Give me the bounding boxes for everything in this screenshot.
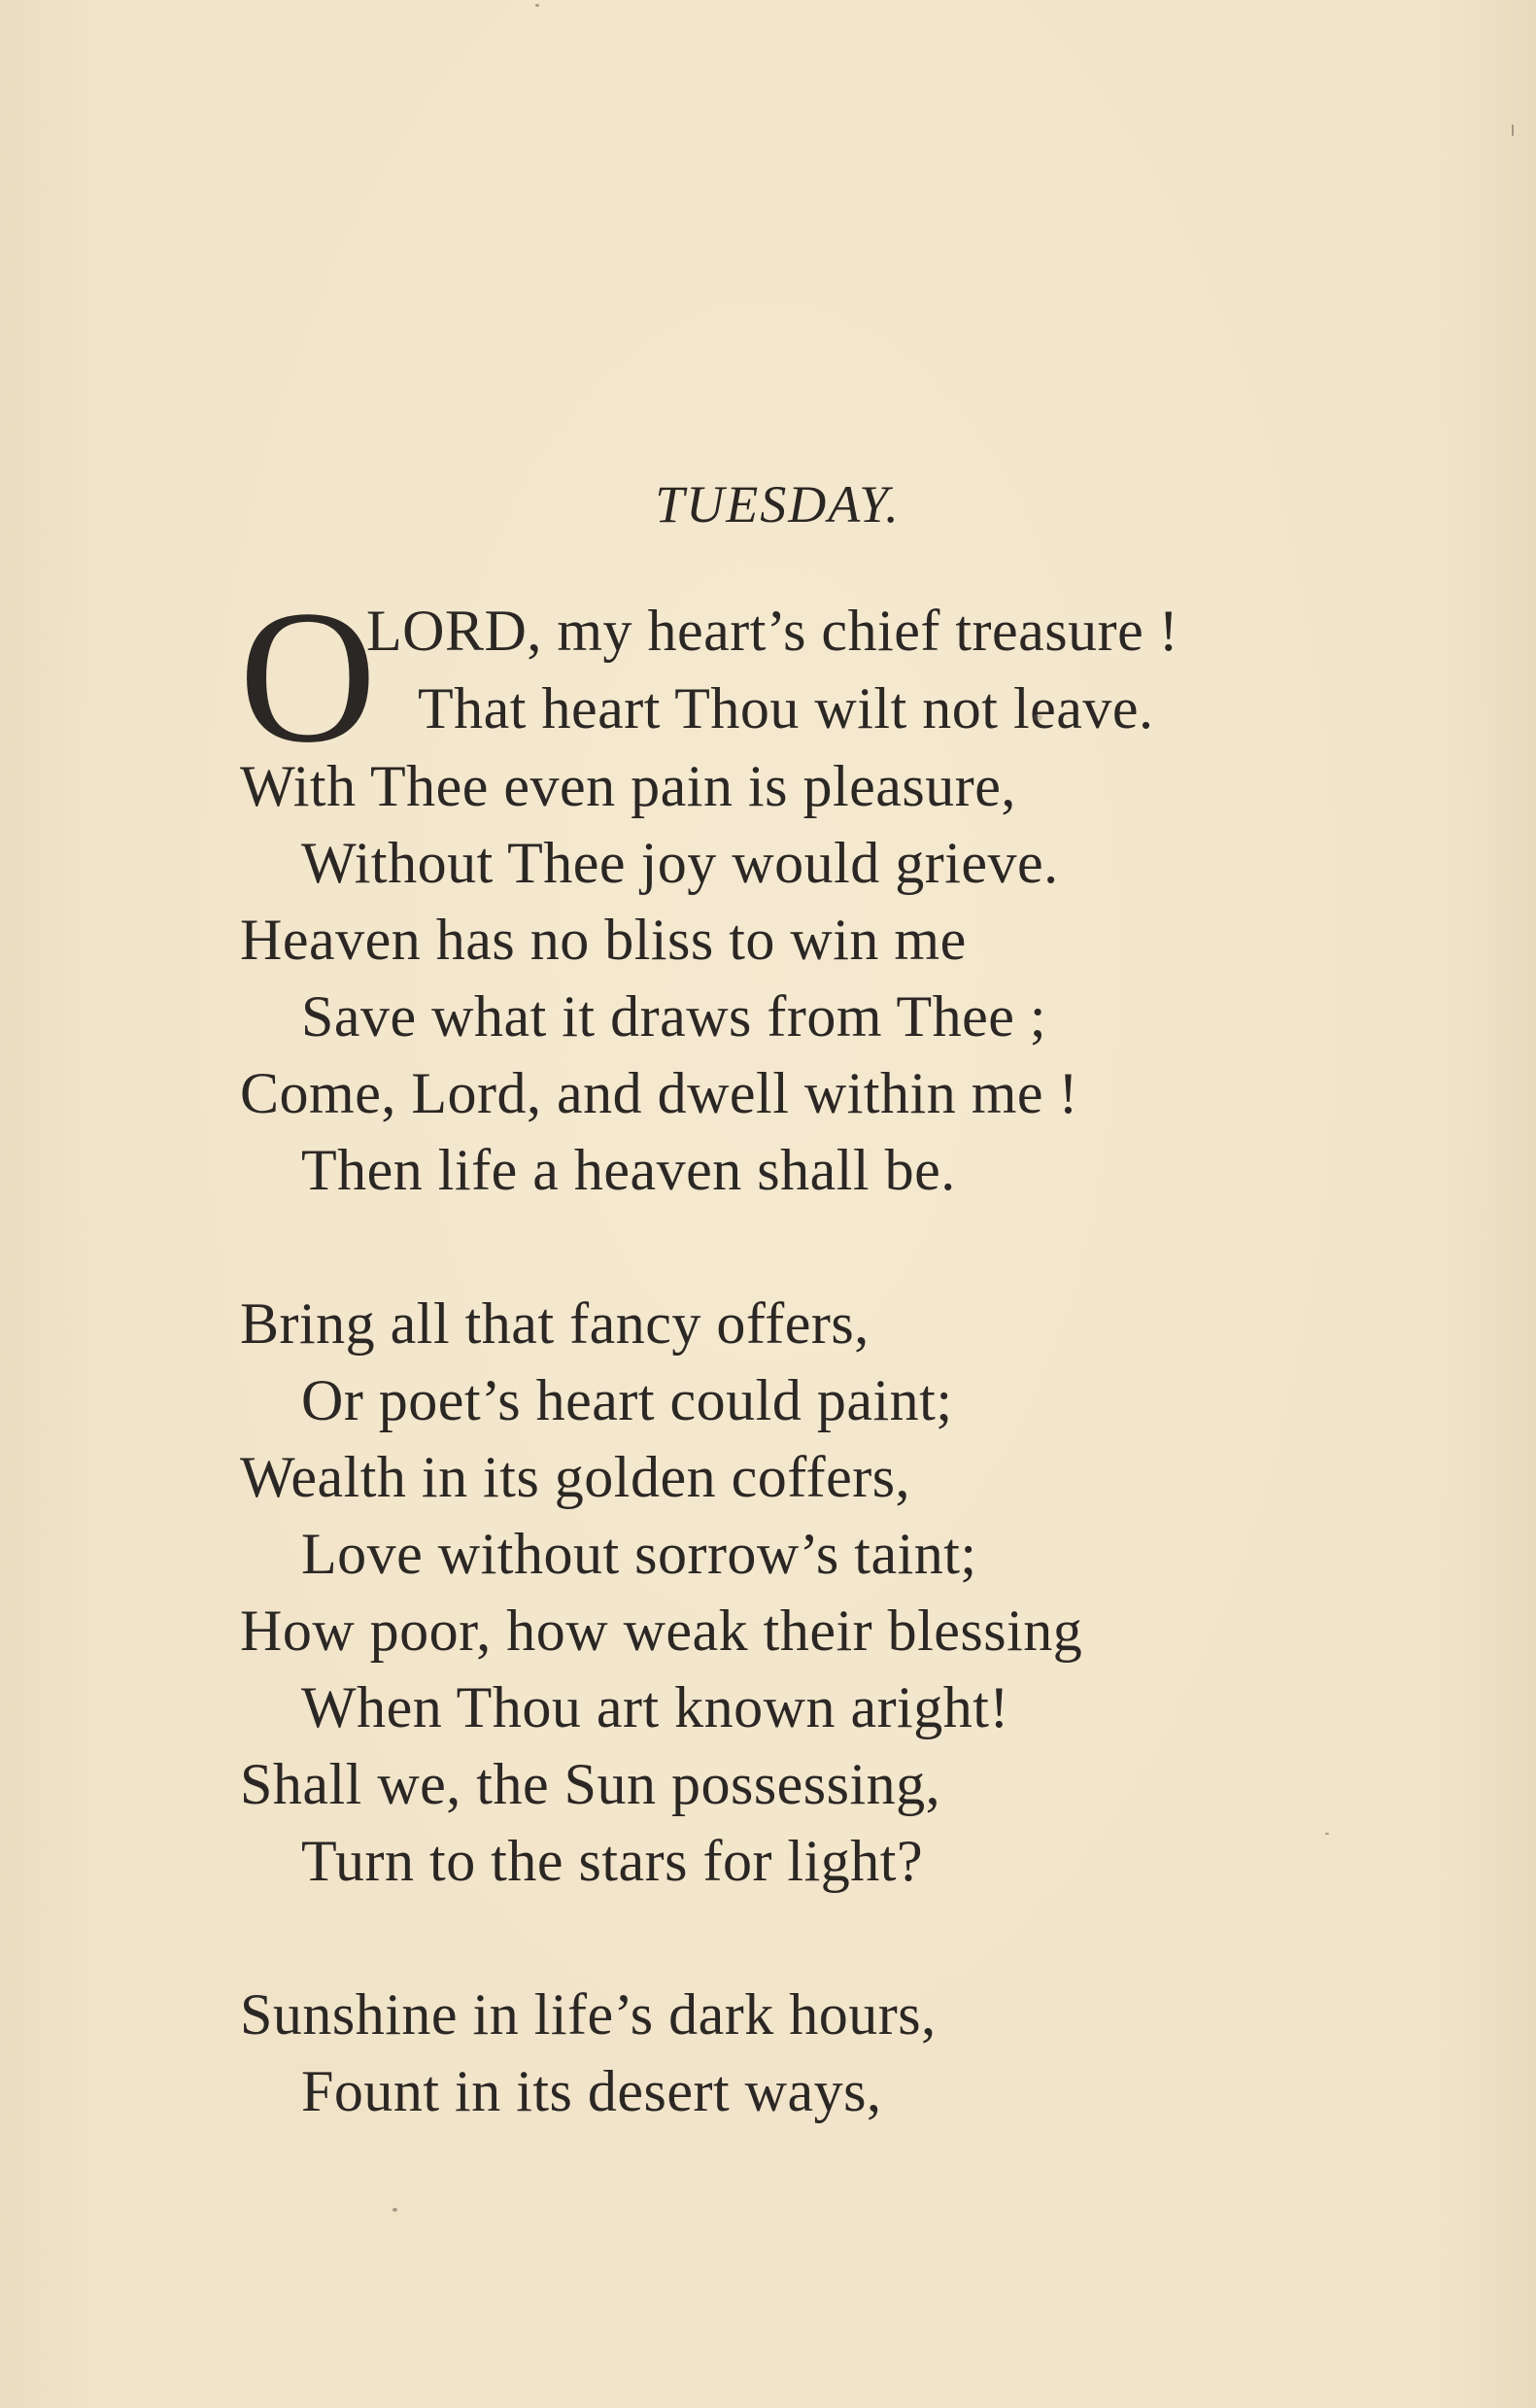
poem-line: Then life a heaven shall be. [301, 1138, 956, 1202]
poem-line: That heart Thou wilt not leave. [418, 676, 1154, 740]
paper-speck [1512, 124, 1514, 136]
poem-line: Bring all that fancy offers, [240, 1291, 870, 1356]
drop-cap: O [239, 571, 377, 782]
poem-line: Sunshine in life’s dark hours, [240, 1982, 937, 2047]
poem-line: Love without sorrow’s taint; [301, 1522, 977, 1586]
paper-speck [535, 4, 539, 7]
poem-line: Or poet’s heart could paint; [301, 1368, 953, 1432]
poem-line: Come, Lord, and dwell within me ! [240, 1061, 1079, 1125]
poem-line: Heaven has no bliss to win me [240, 908, 967, 972]
poem-line: LORD, my heart’s chief treasure ! [366, 599, 1179, 663]
poem-line: How poor, how weak their blessing [240, 1599, 1083, 1663]
paper-speck [393, 2208, 397, 2212]
paper-speck [1033, 714, 1042, 721]
poem-line: Without Thee joy would grieve. [301, 831, 1059, 895]
poem-line: Wealth in its golden coffers, [240, 1445, 911, 1509]
poem-line: With Thee even pain is pleasure, [240, 754, 1016, 818]
poem-line: Save what it draws from Thee ; [301, 984, 1047, 1049]
page-heading: TUESDAY. [655, 475, 901, 533]
poem-line: Turn to the stars for light? [301, 1829, 924, 1893]
poem-line: Shall we, the Sun possessing, [240, 1752, 941, 1816]
poem-line: When Thou art known aright! [301, 1675, 1009, 1739]
paper-speck [1325, 1833, 1329, 1835]
poem-line: Fount in its desert ways, [301, 2059, 882, 2123]
